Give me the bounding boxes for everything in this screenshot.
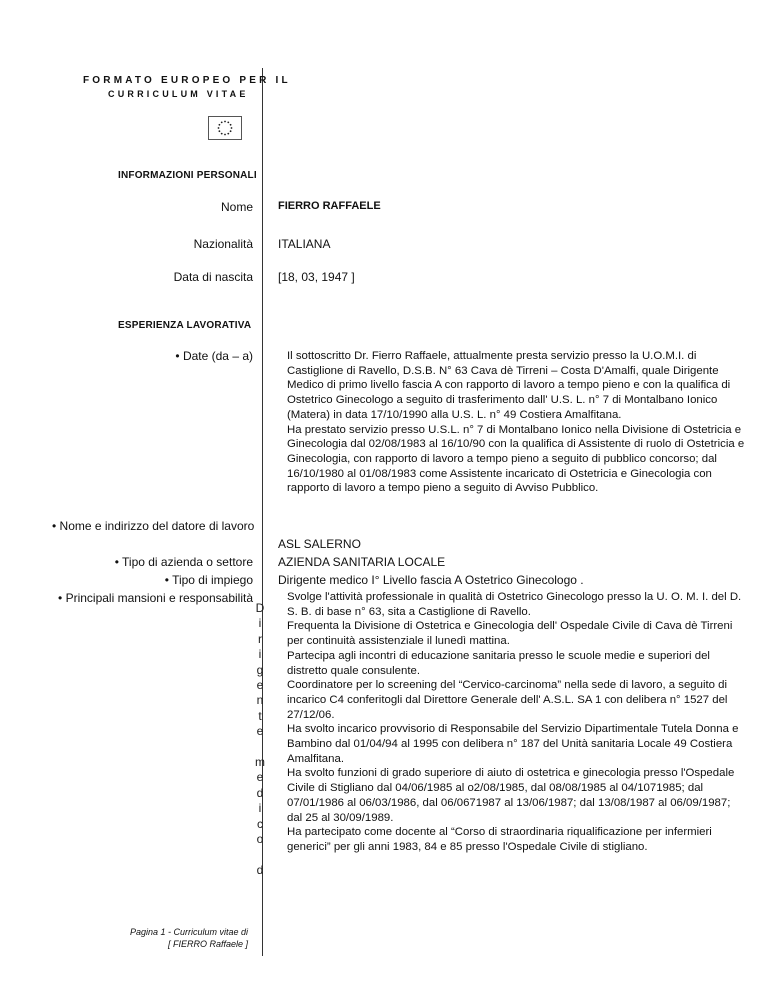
date-range-label: • Date (da – a): [175, 349, 253, 363]
employer-value: ASL SALERNO: [278, 537, 361, 551]
vertical-letter: d: [256, 862, 264, 877]
section-work-experience: ESPERIENZA LAVORATIVA: [118, 320, 252, 331]
vertical-letter: m: [255, 755, 265, 770]
vertical-letter: i: [258, 616, 262, 631]
cv-title-line2: CURRICULUM VITAE: [108, 89, 249, 99]
vertical-letter: [255, 847, 265, 862]
job-type-label: • Tipo di impiego: [164, 573, 253, 587]
vertical-letter: n: [256, 693, 264, 708]
duties-description: [278, 590, 748, 855]
paragraph: Frequenta la Divisione di Ostetrica e Ginecologia dell' Ospedale Civile di Cava dè Tirreni per continuità assistenziale il lunedì mattina.: [287, 620, 733, 648]
section-personal-info: INFORMAZIONI PERSONALI: [118, 170, 257, 181]
vertical-letter: c: [257, 816, 263, 831]
paragraph: Coordinatore per lo screening del “Cervico-carcinoma” nella sede di lavoro, a seguito di incarico C4 conferitogli dal Direttore Generale dell' A.S.L. SA 1 con delibera n° 1527 del 27/12/06.: [287, 679, 728, 721]
paragraph: Svolge l'attività professionale in qualità di Ostetrico Ginecologo presso la U. O. M. I. del D. S. B. di base n° 63, sita a Castiglione di Ravello.: [287, 591, 742, 618]
vertical-letter: D: [255, 601, 265, 615]
eu-flag-icon: [208, 116, 242, 140]
cv-title-line1: FORMATO EUROPEO PER IL: [83, 75, 291, 86]
employer-label: • Nome e indirizzo del datore di lavoro: [52, 519, 255, 533]
vertical-letter: t: [258, 708, 262, 723]
vertical-overflow-text: [255, 601, 265, 878]
nationality-label: Nazionalità: [193, 237, 253, 251]
birth-date-value: [18, 03, 1947 ]: [278, 270, 355, 284]
paragraph: Partecipa agli incontri di educazione sanitaria presso le scuole medie e superiori del distretto quale consulente.: [287, 649, 710, 677]
nationality-value: ITALIANA: [278, 237, 331, 251]
vertical-letter: e: [256, 770, 264, 785]
date-range-description: [278, 349, 748, 496]
paragraph: Il sottoscritto Dr. Fierro Raffaele, attualmente presta servizio presso la U.O.M.I. di Castiglione di Ravello, D.S.B. N° 63 Cava dè Tirreni – Costa D'Amalfi, quale Dirigente Medico di primo livello fascia A con rapporto di lavoro a tempo pieno e con la qualifica di Ostetrico Ginecologo a seguito di trasferimento dall' U.S. L. n° 7 di Montalbano Ionico (Matera) in data 17/10/1990 alla U.S. L. n° 49 Costiera Amalfitana.: [287, 350, 731, 421]
footer-page-line: Pagina 1 - Curriculum vitae di: [129, 927, 248, 937]
vertical-letter: e: [256, 678, 264, 693]
vertical-letter: i: [258, 801, 262, 816]
paragraph: Ha svolto incarico provvisorio di Responsabile del Servizio Dipartimentale Tutela Donna e Bambino dal 01/04/94 al 1995 con delibera n° 187 del Unità sanitaria Locale 49 Costiera Amalfitana.: [287, 723, 739, 765]
vertical-letter: g: [256, 662, 264, 677]
job-type-value: Dirigente medico I° Livello fascia A Ostetrico Ginecologo .: [278, 573, 584, 587]
duties-label: • Principali mansioni e responsabilità: [58, 591, 253, 605]
name-label: Nome: [220, 200, 253, 214]
birth-date-label: Data di nascita: [173, 270, 253, 284]
name-value: FIERRO RAFFAELE: [278, 200, 381, 212]
vertical-letter: i: [258, 647, 262, 662]
vertical-letter: e: [256, 724, 264, 739]
paragraph: Ha partecipato come docente al “Corso di straordinaria riqualificazione per infermieri generici” per gli anni 1983, 84 e 85 presso l'Ospedale Civile di stigliano.: [287, 826, 712, 853]
paragraph: Ha prestato servizio presso U.S.L. n° 7 di Montalbano Ionico nella Divisione di Ostetricia e Ginecologia dal 02/08/1983 al 16/10/90 con la qualifica di Assistente di ruolo di Ostetricia e Ginecologia, con rapporto di lavoro a tempo pieno a seguito di pubblico concorso; dal 16/10/1980 al 01/08/1983 come Assistente incaricato di Ostetricia e Ginecologia con rapporto di lavoro a tempo pieno a seguito di Avviso Pubblico.: [287, 423, 745, 495]
page-footer: [108, 926, 248, 950]
vertical-letter: o: [256, 832, 264, 847]
sector-value: AZIENDA SANITARIA LOCALE: [278, 555, 446, 569]
vertical-letter: [255, 740, 265, 755]
sector-label: • Tipo di azienda o settore: [114, 555, 253, 569]
paragraph: Ha svolto funzioni di grado superiore di aiuto di ostetrica e ginecologia presso l'Ospedale Civile di Stigliano dal 04/06/1985 al o2/08/1985, dal 08/08/1985 al 04/1071985; dal 07/01/1986 al 06/03/1986, dal 06/0671987 al 13/06/1987; dal 13/08/1987 al 06/09/1987; dal 25 al 30/09/1989.: [287, 767, 735, 824]
vertical-letter: r: [258, 631, 262, 646]
vertical-letter: d: [256, 785, 264, 800]
footer-name-line: [ FIERRO Raffaele ]: [167, 939, 248, 949]
